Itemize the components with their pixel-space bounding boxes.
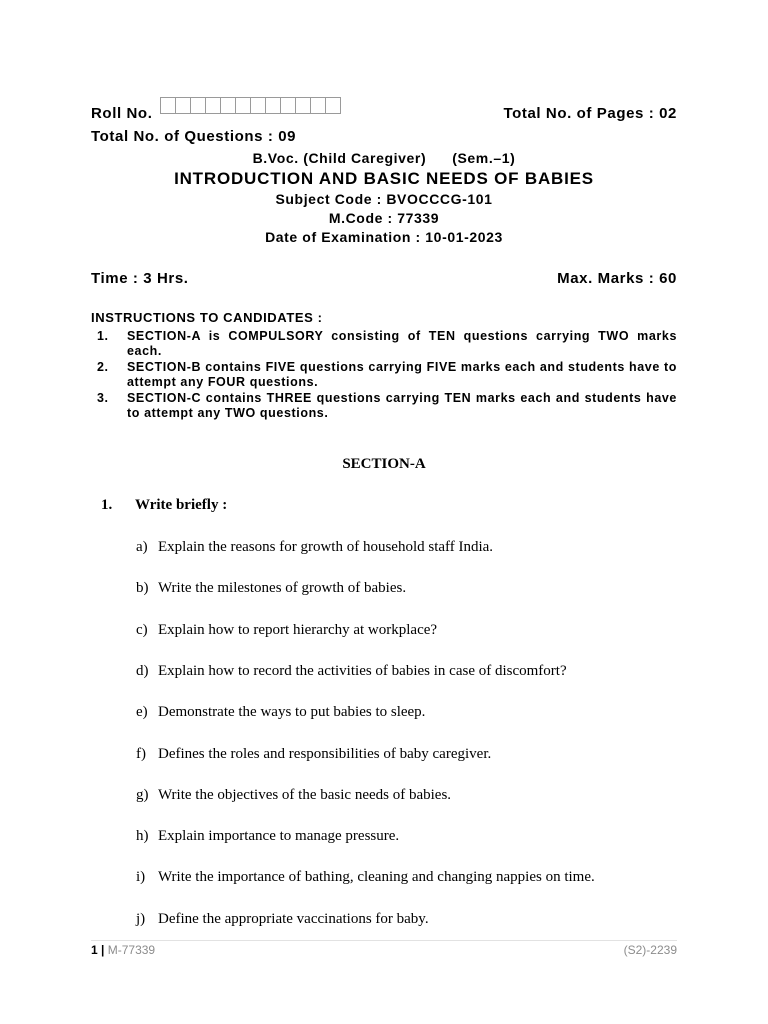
subquestion-item: [136, 539, 493, 556]
question-1: [101, 497, 227, 514]
subquestion-text: Write the milestones of growth of babies.: [158, 580, 407, 596]
subquestion-item: [136, 746, 491, 763]
total-questions: Total No. of Questions : 09: [91, 128, 297, 145]
subquestion-text: Write the importance of bathing, cleaning and changing nappies on time.: [158, 869, 595, 885]
roll-number-label: Roll No.: [91, 105, 153, 122]
roll-number-box[interactable]: [220, 97, 236, 114]
roll-number-box[interactable]: [310, 97, 326, 114]
subquestion-letter: e): [136, 704, 148, 720]
roll-number-box[interactable]: [295, 97, 311, 114]
roll-number-row: [91, 97, 677, 122]
roll-number-box[interactable]: [235, 97, 251, 114]
subquestion-text: Demonstrate the ways to put babies to sleep.: [158, 704, 426, 720]
footer-code: M-77339: [107, 943, 156, 957]
footer-left: [91, 943, 155, 957]
section-a-heading: SECTION-A: [342, 456, 426, 472]
instruction-text: SECTION-B contains FIVE questions carrying FIVE marks each and students have to attempt any FOUR questions.: [127, 360, 677, 389]
subquestion-text: Explain the reasons for growth of household staff India.: [158, 539, 494, 555]
roll-number-box[interactable]: [205, 97, 221, 114]
m-code: M.Code : 77339: [328, 210, 440, 226]
subquestion-letter: h): [136, 828, 149, 844]
total-pages: Total No. of Pages : 02: [503, 105, 677, 122]
max-marks: Max. Marks : 60: [557, 270, 677, 287]
subquestion-letter: f): [136, 746, 146, 762]
instruction-number: 3.: [97, 391, 109, 405]
roll-number-box[interactable]: [250, 97, 266, 114]
subquestion-text: Defines the roles and responsibilities of baby caregiver.: [158, 746, 492, 762]
subquestion-text: Explain how to record the activities of babies in case of discomfort?: [158, 663, 567, 679]
instruction-item: [97, 391, 677, 421]
subquestion-letter: b): [136, 580, 149, 596]
roll-number-box[interactable]: [265, 97, 281, 114]
subquestion-item: [136, 663, 567, 680]
instructions-list: [97, 329, 677, 422]
semester: (Sem.–1): [452, 150, 516, 166]
course-line: [0, 150, 768, 166]
roll-number-box[interactable]: [190, 97, 206, 114]
footer-divider: [91, 940, 677, 941]
time-allowed: Time : 3 Hrs.: [91, 270, 189, 287]
time-marks-row: [91, 270, 677, 287]
instruction-text: SECTION-C contains THREE questions carrying TEN marks each and students have to attempt any TWO questions.: [127, 391, 677, 420]
subquestion-item: [136, 828, 399, 845]
instruction-number: 1.: [97, 329, 109, 343]
roll-number-box[interactable]: [175, 97, 191, 114]
subquestion-text: Explain how to report hierarchy at workplace?: [158, 622, 438, 638]
roll-number-box[interactable]: [325, 97, 341, 114]
subquestion-letter: a): [136, 539, 148, 555]
footer-separator: |: [101, 943, 105, 957]
subquestion-item: [136, 911, 429, 928]
subject-code: Subject Code : BVOCCCG-101: [275, 191, 493, 207]
instruction-item: [97, 360, 677, 390]
footer-right-code: (S2)-2239: [623, 943, 677, 957]
subquestion-text: Explain importance to manage pressure.: [158, 828, 400, 844]
instruction-item: [97, 329, 677, 359]
subquestion-text: Define the appropriate vaccinations for baby.: [158, 911, 429, 927]
subquestion-text: Write the objectives of the basic needs of babies.: [158, 787, 452, 803]
instructions-heading: INSTRUCTIONS TO CANDIDATES :: [91, 310, 323, 325]
subquestion-item: [136, 787, 451, 804]
roll-number-box[interactable]: [160, 97, 176, 114]
instruction-number: 2.: [97, 360, 109, 374]
page-number: 1: [91, 943, 98, 957]
instruction-text: SECTION-A is COMPULSORY consisting of TEN questions carrying TWO marks each.: [127, 329, 677, 358]
subquestion-letter: g): [136, 787, 149, 803]
question-number: 1.: [101, 497, 113, 513]
subquestion-letter: j): [136, 911, 146, 927]
paper-title: INTRODUCTION AND BASIC NEEDS OF BABIES: [174, 169, 594, 188]
course-name: B.Voc. (Child Caregiver): [252, 150, 427, 166]
subquestion-letter: d): [136, 663, 149, 679]
subquestion-item: [136, 869, 595, 886]
roll-number-boxes[interactable]: [160, 97, 340, 114]
subquestion-item: [136, 704, 425, 721]
subquestion-letter: i): [136, 869, 146, 885]
roll-number-box[interactable]: [280, 97, 296, 114]
exam-date: Date of Examination : 10-01-2023: [265, 229, 503, 245]
subquestion-item: [136, 622, 437, 639]
subquestion-letter: c): [136, 622, 148, 638]
question-text: Write briefly :: [135, 497, 228, 513]
subquestion-item: [136, 580, 406, 597]
